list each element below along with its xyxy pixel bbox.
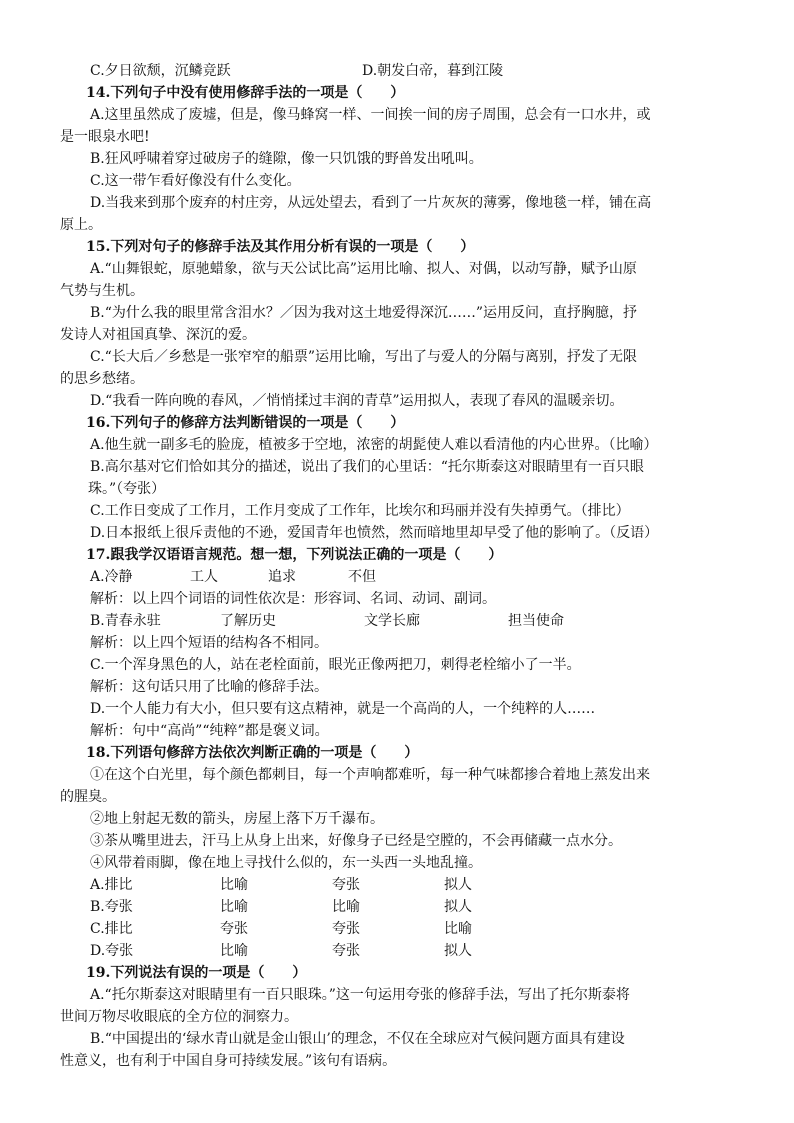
q18-sentence-3: ③茶从嘴里进去，汗马上从身上出来，好像身子已经是空膛的，不会再储藏一点水分。 (90, 833, 622, 849)
question-19: 19.下列说法有误的一项是（ ） (86, 965, 307, 981)
q17-a-analysis: 解析：以上四个词语的词性依次是：形容词、名词、动词、副词。 (90, 591, 496, 607)
q17-option-d: D.一个人能力有大小，但只要有这点精神，就是一个高尚的人，一个纯粹的人…… (90, 701, 596, 717)
question-18: 18.下列语句修辞方法依次判断正确的一项是（ ） (86, 745, 419, 761)
q15-option-d: D.“我看一阵向晚的春风，／悄悄揉过丰润的青草”运用拟人，表现了春风的温暖亲切。 (90, 393, 624, 409)
q18-sentence-1: ①在这个白光里，每个颜色都刺目，每一个声响都难听，每一种气味都掺合着地上蒸发出来 (90, 767, 650, 783)
q18-c-2: 夸张 (220, 921, 248, 937)
q15-option-b-cont: 发诗人对祖国真挚、深沉的爱。 (60, 327, 256, 343)
q18-a-1: A.排比 (90, 877, 133, 893)
q17-b-phrase-4: 担当使命 (508, 613, 564, 629)
q14-option-a: A.这里虽然成了废墟，但是，像马蜂窝一样、一间挨一间的房子周围，总会有一口水井，或 (90, 107, 651, 123)
q17-a-word-2: 工人 (190, 569, 218, 585)
q19-option-b: B.“中国提出的‘绿水青山就是金山银山’的理念，不仅在全球应对气候问题方面具有建设 (90, 1031, 625, 1047)
q18-b-4: 拟人 (444, 899, 472, 915)
q18-b-1: B.夸张 (90, 899, 133, 915)
q17-d-analysis: 解析：句中“高尚”“纯粹”都是褒义词。 (90, 723, 329, 739)
q14-option-b: B.狂风呼啸着穿过破房子的缝隙，像一只饥饿的野兽发出吼叫。 (90, 151, 483, 167)
q14-option-a-cont: 是一眼泉水吧! (60, 129, 150, 145)
question-17: 17.跟我学汉语语言规范。想一想，下列说法正确的一项是（ ） (86, 547, 503, 563)
q14-option-d-cont: 原上。 (60, 217, 102, 233)
option-d-prev: D.朝发白帝，暮到江陵 (362, 63, 504, 79)
q14-option-c: C.这一带乍看好像没有什么变化。 (90, 173, 301, 189)
q16-option-a: A.他生就一副多毛的脸庞，植被多于空地，浓密的胡髭使人难以看清他的内心世界。（比喻） (90, 437, 658, 453)
q16-option-b: B.高尔基对它们恰如其分的描述，说出了我们的心里话：“托尔斯泰这对眼睛里有一百只眼 (90, 459, 644, 475)
q15-option-c-cont: 的思乡愁绪。 (60, 371, 144, 387)
q15-option-c: C.“长大后／乡愁是一张窄窄的船票”运用比喻，写出了与爱人的分隔与离别，抒发了无限 (90, 349, 637, 365)
q19-option-a-cont: 世间万物尽收眼底的全方位的洞察力。 (60, 1009, 298, 1025)
q17-b-phrase-2: 了解历史 (220, 613, 276, 629)
q18-a-3: 夸张 (332, 877, 360, 893)
q18-a-4: 拟人 (444, 877, 472, 893)
q16-option-d: D.日本报纸上很斥责他的不逊，爱国青年也愤然，然而暗地里却早受了他的影响了。（反语） (90, 525, 659, 541)
q17-a-word-4: 不但 (348, 569, 376, 585)
q14-option-d: D.当我来到那个废弃的村庄旁，从远处望去，看到了一片灰灰的薄雾，像地毯一样，铺在高 (90, 195, 652, 211)
q18-c-1: C.排比 (90, 921, 133, 937)
q18-d-3: 夸张 (332, 943, 360, 959)
q17-b-phrase-1: B.青春永驻 (90, 613, 161, 629)
question-16: 16.下列句子的修辞方法判断错误的一项是（ ） (86, 415, 405, 431)
q18-d-1: D.夸张 (90, 943, 134, 959)
q15-option-a: A.“山舞银蛇，原驰蜡象，欲与天公试比高”运用比喻、拟人、对偶，以动写静，赋予山原 (90, 261, 637, 277)
option-c-prev: C.夕日欲颓，沉鳞竞跃 (90, 63, 231, 79)
q18-d-2: 比喻 (220, 943, 248, 959)
q17-b-analysis: 解析：以上四个短语的结构各不相同。 (90, 635, 328, 651)
q19-option-b-cont: 性意义，也有利于中国自身可持续发展。”该句有语病。 (60, 1053, 397, 1069)
q18-sentence-1-cont: 的腥臭。 (60, 789, 116, 805)
q17-a-word-3: 追求 (268, 569, 296, 585)
q16-option-c: C.工作日变成了工作月，工作月变成了工作年，比埃尔和玛丽并没有失掉勇气。（排比） (90, 503, 630, 519)
question-14: 14.下列句子中没有使用修辞手法的一项是（ ） (86, 85, 405, 101)
q18-c-4: 比喻 (444, 921, 472, 937)
q18-sentence-4: ④风带着雨脚，像在地上寻找什么似的，东一头西一头地乱撞。 (90, 855, 482, 871)
q17-c-analysis: 解析：这句话只用了比喻的修辞手法。 (90, 679, 328, 695)
q17-b-phrase-3: 文学长廊 (364, 613, 420, 629)
q15-option-b: B.“为什么我的眼里常含泪水？／因为我对这土地爱得深沉……”运用反问，直抒胸臆，抒 (90, 305, 638, 321)
q18-d-4: 拟人 (444, 943, 472, 959)
q19-option-a: A.“托尔斯泰这对眼睛里有一百只眼珠。”这一句运用夸张的修辞手法，写出了托尔斯泰将 (90, 987, 630, 1003)
q18-b-3: 比喻 (332, 899, 360, 915)
q16-option-b-cont: 珠。”（夸张） (88, 481, 166, 497)
question-15: 15.下列对句子的修辞手法及其作用分析有误的一项是（ ） (86, 239, 475, 255)
q18-b-2: 比喻 (220, 899, 248, 915)
q17-a-word-1: A.冷静 (90, 569, 133, 585)
q17-option-c: C.一个浑身黑色的人，站在老栓面前，眼光正像两把刀，刺得老栓缩小了一半。 (90, 657, 581, 673)
q15-option-a-cont: 气势与生机。 (60, 283, 144, 299)
q18-sentence-2: ②地上射起无数的箭头，房屋上落下万千瀑布。 (90, 811, 384, 827)
q18-c-3: 夸张 (332, 921, 360, 937)
q18-a-2: 比喻 (220, 877, 248, 893)
